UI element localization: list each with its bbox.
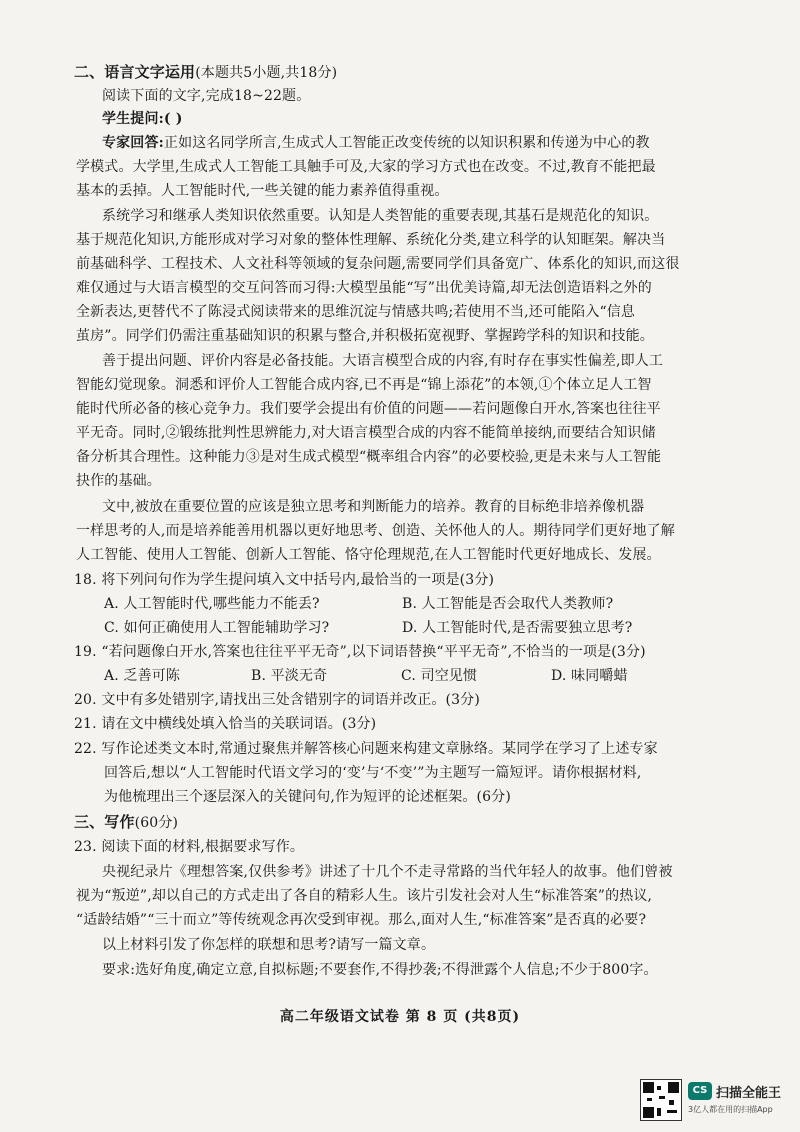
- paragraph-3-line-5: 备分析其合理性。这种能力③是对生成式模型“概率组合内容”的必要校验,更是未来与人工智能: [76, 449, 662, 465]
- section2-instruction: 阅读下面的文字,完成18~22题。: [102, 88, 311, 104]
- paragraph-3-line-6: 抉作的基础。: [76, 473, 161, 489]
- q18-options-row-2: [104, 618, 754, 638]
- material-line-3: “适龄结婚”“三十而立”等传统观念再次受到审视。那么,面对人生,“标准答案”是否真的必要?: [76, 912, 647, 928]
- q19-option-a: A. 乏善可陈: [104, 668, 181, 684]
- q19-option-c: C. 司空见惯: [401, 668, 478, 684]
- q19-option-d: D. 味同嚼蜡: [551, 668, 628, 684]
- paragraph-3-line-2: 智能幻觉现象。洞悉和评价人工智能合成内容,已不再是“锦上添花”的本领,①个体立足人工智: [76, 377, 652, 393]
- material-line-1: 央视纪录片《理想答案,仅供参考》讲述了十几个不走寻常路的当代年轻人的故事。他们曾被: [102, 864, 673, 880]
- q19-option-b: B. 平淡无奇: [251, 668, 328, 684]
- paragraph-1-line-3: 基本的丢掉。人工智能时代,一些关键的能力素养值得重视。: [76, 183, 449, 199]
- question-22-line-2: 回答后,想以“人工智能时代语文学习的‘变’与‘不变’”为主题写一篇短评。请你根据材料,: [104, 765, 642, 781]
- paragraph-4-line-2: 一样思考的人,而是培养能善用机器以更好地思考、创造、关怀他人的人。期待同学们更好地了解: [76, 523, 675, 539]
- page-footer: 高二年级语文试卷 第 8 页 (共8页): [279, 1009, 521, 1025]
- paragraph-4-line-3: 人工智能、使用人工智能、创新人工智能、恪守伦理规范,在人工智能时代更好地成长、发展。: [76, 547, 661, 563]
- writing-prompt: 以上材料引发了你怎样的联想和思考?请写一篇文章。: [102, 937, 436, 953]
- question-23: 23. 阅读下面的材料,根据要求写作。: [74, 839, 305, 855]
- q18-option-d: D. 人工智能时代,是否需要独立思考?: [402, 620, 633, 636]
- q19-options-row: [104, 666, 754, 686]
- question-18: 18. 将下列问句作为学生提问填入文中括号内,最恰当的一项是(3分): [74, 572, 495, 588]
- paragraph-2-line-5: 全新表达,更替代不了陈浸式阅读带来的思维沉淀与情感共鸣;若使用不当,还可能陷入“信息: [76, 304, 636, 320]
- student-question: 学生提问:( ): [102, 111, 183, 127]
- paragraph-2-line-4: 难仅通过与大语言模型的交互问答而习得:大模型虽能“写”出优美诗篇,却无法创造语料之外的: [76, 280, 652, 296]
- camscanner-logo-icon: CS: [688, 1082, 712, 1100]
- paragraph-2-line-3: 前基础科学、工程技术、人文社科等领域的复杂问题,需要同学们具备宽广、体系化的知识,而这很: [76, 256, 680, 272]
- question-21: 21. 请在文中横线处填入恰当的关联词语。(3分): [74, 716, 377, 732]
- section3-note: (60分): [134, 815, 179, 831]
- material-line-2: 视为“叛逆”,却以自己的方式走出了各自的精彩人生。该片引发社会对人生“标准答案”的热议,: [76, 888, 653, 904]
- paragraph-2-line-6: 茧房”。同学们仍需注重基础知识的积累与整合,并积极拓宽视野、掌握跨学科的知识和技能。: [76, 328, 654, 344]
- paragraph-3-line-4: 平无奇。同时,②锻练批判性思辨能力,对大语言模型合成的内容不能简单接纳,而要结合知识储: [76, 425, 656, 441]
- q18-option-c: C. 如何正确使用人工智能辅助学习?: [104, 620, 330, 636]
- paragraph-4-line-1: 文中,被放在重要位置的应该是独立思考和判断能力的培养。教育的目标绝非培养像机器: [102, 499, 645, 515]
- question-22-line-1: 22. 写作论述类文本时,常通过聚焦并解答核心问题来构建文章脉络。某同学在学习了上述专家: [74, 741, 658, 757]
- writing-requirements: 要求:选好角度,确定立意,自拟标题;不要套作,不得抄袭;不得泄露个人信息;不少于800字。: [102, 962, 658, 978]
- qr-code-icon: [640, 1079, 682, 1121]
- section2-note: (本题共5小题,共18分): [195, 65, 338, 81]
- expert-label: 专家回答:: [102, 135, 164, 151]
- q18-option-a: A. 人工智能时代,哪些能力不能丢?: [104, 596, 320, 612]
- paragraph-2-line-2: 基于规范化知识,方能形成对学习对象的整体性理解、系统化分类,建立科学的认知眶架。解决当: [76, 232, 666, 248]
- scanner-brand: 扫描全能王: [716, 1086, 782, 1101]
- paragraph-3-line-1: 善于提出问题、评价内容是必备技能。大语言模型合成的内容,有时存在事实性偏差,即人工: [102, 353, 664, 369]
- q18-option-b: B. 人工智能是否会取代人类教师?: [402, 596, 614, 612]
- question-22-line-3: 为他梳理出三个逐层深入的关键问句,作为短评的论述框架。(6分): [104, 789, 511, 805]
- scanner-tagline: 3亿人都在用的扫描App: [688, 1105, 773, 1114]
- q18-options-row-1: [104, 594, 754, 614]
- section2-title: 二、语言文字运用: [74, 63, 196, 81]
- section3-heading: [74, 812, 724, 833]
- paragraph-2-line-1: 系统学习和继承人类知识依然重要。认知是人类智能的重要表现,其基石是规范化的知识。: [102, 208, 659, 224]
- question-19: 19. “若问题像白开水,答案也往往平平无奇”,以下词语替换“平平无奇”,不恰当的一项是(3分): [74, 644, 646, 660]
- paragraph-1-line-2: 学模式。大学里,生成式人工智能工具触手可及,大家的学习方式也在改变。不过,教育不能把最: [76, 159, 656, 175]
- section3-title: 三、写作: [74, 813, 135, 831]
- question-20: 20. 文中有多处错别字,请找出三处含错别字的词语并改正。(3分): [74, 692, 480, 708]
- paragraph-1-line-1: 专家回答:正如这名同学所言,生成式人工智能正改变传统的以知识积累和传递为中心的教: [102, 135, 650, 151]
- paragraph-3-line-3: 能时代所必备的核心竞争力。我们要学会提出有价值的问题——若问题像白开水,答案也往往平: [76, 401, 661, 417]
- section2-heading: [74, 62, 724, 83]
